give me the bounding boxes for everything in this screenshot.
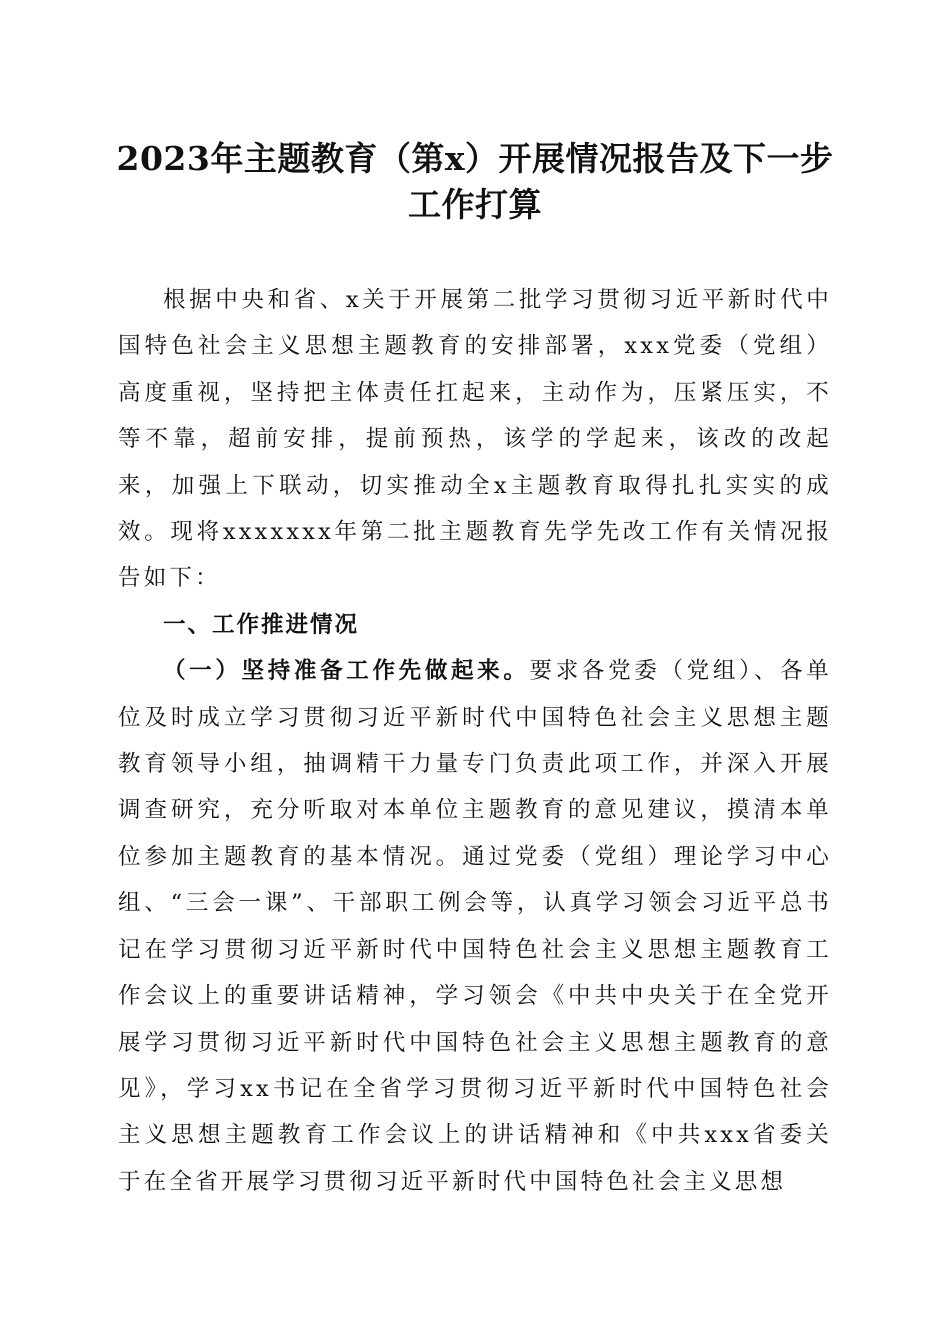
document-title: 2023年主题教育（第x）开展情况报告及下一步工作打算 — [116, 139, 834, 224]
document-body — [118, 277, 832, 1205]
item-paragraph — [118, 648, 832, 1205]
item-lead: （一）坚持准备工作先做起来。 — [163, 658, 530, 685]
item-text: 要求各党委（党组）、各单位及时成立学习贯彻习近平新时代中国特色社会主义思想主题教育领导小组，抽调精干力量专门负责此项工作，并深入开展调查研究，充分听取对本单位主题教育的意见建议，摸清本单位参加主题教育的基本情况。通过党委（党组）理论学习中心组、“三会一课”、干部职工例会等，认真学习领会习近平总书记在学习贯彻习近平新时代中国特色社会主义思想主题教育工作会议上的重要讲话精神，学习领会《中共中央关于在全党开展学习贯彻习近平新时代中国特色社会主义思想主题教育的意见》，学习xx书记在全省学习贯彻习近平新时代中国特色社会主义思想主题教育工作会议上的讲话精神和《中共xxx省委关于在全省开展学习贯彻习近平新时代中国特色社会主义思想 — [118, 658, 832, 1195]
section-heading: 一、工作推进情况 — [163, 611, 360, 638]
intro-paragraph: 根据中央和省、x关于开展第二批学习贯彻习近平新时代中国特色社会主义思想主题教育的安排部署，xxx党委（党组）高度重视，坚持把主体责任扛起来，主动作为，压紧压实，不等不靠，超前安排，提前预热，该学的学起来，该改的改起来，加强上下联动，切实推动全x主题教育取得扎扎实实的成效。现将xxxxxxx年第二批主题教育先学先改工作有关情况报告如下： — [118, 287, 832, 592]
